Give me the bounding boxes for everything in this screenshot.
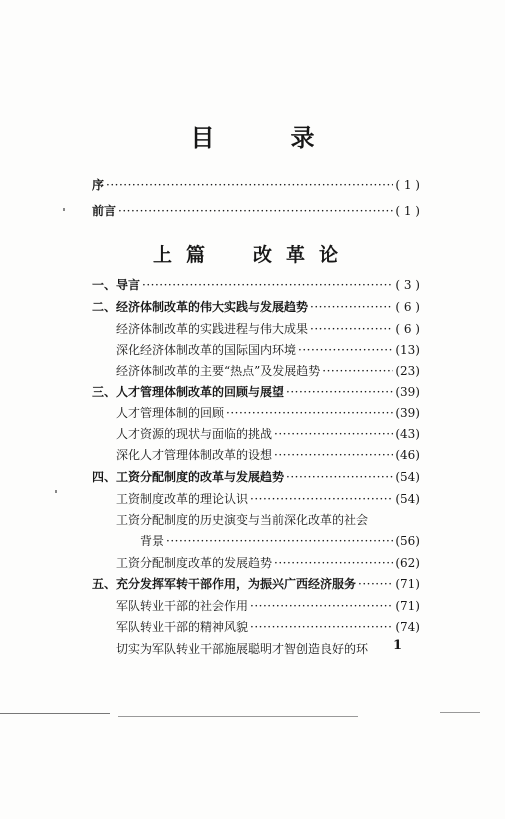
entry-page: (13) xyxy=(395,343,420,357)
leader-dots xyxy=(118,204,393,218)
leader-dots xyxy=(286,470,393,484)
entry-page: (43) xyxy=(395,427,420,441)
entry-page: ( 1 ) xyxy=(395,178,420,192)
leader-dots xyxy=(166,534,393,548)
entry-page: ( 6 ) xyxy=(395,322,420,336)
toc-subentry[interactable] xyxy=(116,341,420,358)
leader-dots xyxy=(310,300,393,314)
entry-page: (23) xyxy=(395,364,420,378)
toc-entry-chapter-2[interactable] xyxy=(92,298,420,315)
toc-title: 目 录 xyxy=(190,124,341,152)
entry-label: 切实为军队转业干部施展聪明才智创造良好的环 xyxy=(116,642,369,656)
entry-label: 三、人才管理体制改革的回顾与展望 xyxy=(92,385,285,399)
entry-page: ( 3 ) xyxy=(395,278,420,292)
toc-entry-chapter-3[interactable] xyxy=(92,383,420,400)
leader-dots xyxy=(250,492,393,506)
toc-entry-chapter-1[interactable] xyxy=(92,276,420,293)
leader-dots xyxy=(274,448,393,462)
toc-subentry[interactable] xyxy=(116,554,420,571)
toc-subentry[interactable] xyxy=(116,597,420,614)
entry-page: (62) xyxy=(395,556,420,570)
entry-label: 前言 xyxy=(92,204,117,218)
entry-page: ( 6 ) xyxy=(395,300,420,314)
entry-label: 五、充分发挥军转干部作用，为振兴广西经济服务 xyxy=(92,577,357,591)
entry-label: 经济体制改革的实践进程与伟大成果 xyxy=(116,322,309,336)
leader-dots xyxy=(250,620,393,634)
scan-line xyxy=(0,713,110,714)
entry-label: 工资分配制度的历史演变与当前深化改革的社会 xyxy=(116,513,369,527)
leader-dots xyxy=(226,406,393,420)
entry-page: (46) xyxy=(395,448,420,462)
entry-page: (71) xyxy=(395,599,420,613)
entry-label: 工资分配制度改革的发展趋势 xyxy=(116,556,273,570)
entry-page: ( 1 ) xyxy=(395,204,420,218)
toc-subentry-continued[interactable] xyxy=(140,532,420,549)
entry-page: (54) xyxy=(395,470,420,484)
entry-label: 四、工资分配制度的改革与发展趋势 xyxy=(92,470,285,484)
entry-page: (39) xyxy=(395,406,420,420)
leader-dots xyxy=(250,599,393,613)
toc-entry-foreword[interactable] xyxy=(92,202,420,219)
toc-entry-chapter-4[interactable] xyxy=(92,468,420,485)
entry-label: 序 xyxy=(92,178,105,192)
scan-speck xyxy=(55,490,57,493)
entry-label: 人才管理体制的回顾 xyxy=(116,406,225,420)
leader-dots xyxy=(142,278,393,292)
entry-label: 军队转业干部的社会作用 xyxy=(116,599,249,613)
entry-label: 人才资源的现状与面临的挑战 xyxy=(116,427,273,441)
toc-subentry[interactable] xyxy=(116,320,420,337)
leader-dots xyxy=(106,178,393,192)
leader-dots xyxy=(322,364,393,378)
toc-subentry-partial[interactable] xyxy=(116,640,368,657)
entry-page: (71) xyxy=(395,577,420,591)
leader-dots xyxy=(298,343,393,357)
entry-page: (39) xyxy=(395,385,420,399)
scan-line xyxy=(440,712,480,713)
toc-subentry[interactable] xyxy=(116,425,420,442)
leader-dots xyxy=(274,556,393,570)
entry-page: (54) xyxy=(395,492,420,506)
toc-subentry-line1[interactable] xyxy=(116,511,368,528)
page-number: 1 xyxy=(393,638,403,653)
leader-dots xyxy=(310,322,393,336)
scan-line xyxy=(118,716,358,717)
entry-label: 一、导言 xyxy=(92,278,141,292)
toc-subentry[interactable] xyxy=(116,490,420,507)
entry-page: (56) xyxy=(395,534,420,548)
entry-label: 背景 xyxy=(140,534,165,548)
part-heading xyxy=(0,240,505,267)
entry-label: 军队转业干部的精神风貌 xyxy=(116,620,249,634)
entry-label: 深化经济体制改革的国际国内环境 xyxy=(116,343,297,357)
toc-subentry[interactable] xyxy=(116,362,420,379)
part-title: 改革论 xyxy=(253,244,353,266)
toc-subentry[interactable] xyxy=(116,446,420,463)
part-number: 上篇 xyxy=(152,244,219,266)
entry-label: 经济体制改革的主要“热点”及发展趋势 xyxy=(116,364,321,378)
leader-dots xyxy=(358,577,393,591)
entry-label: 工资制度改革的理论认识 xyxy=(116,492,249,506)
entry-page: (74) xyxy=(395,620,420,634)
toc-subentry[interactable] xyxy=(116,618,420,635)
scan-speck xyxy=(63,208,65,211)
toc-subentry[interactable] xyxy=(116,404,420,421)
leader-dots xyxy=(274,427,393,441)
toc-entry-preface[interactable] xyxy=(92,176,420,193)
leader-dots xyxy=(286,385,393,399)
toc-entry-chapter-5[interactable] xyxy=(92,575,420,592)
entry-label: 深化人才管理体制改革的设想 xyxy=(116,448,273,462)
entry-label: 二、经济体制改革的伟大实践与发展趋势 xyxy=(92,300,309,314)
